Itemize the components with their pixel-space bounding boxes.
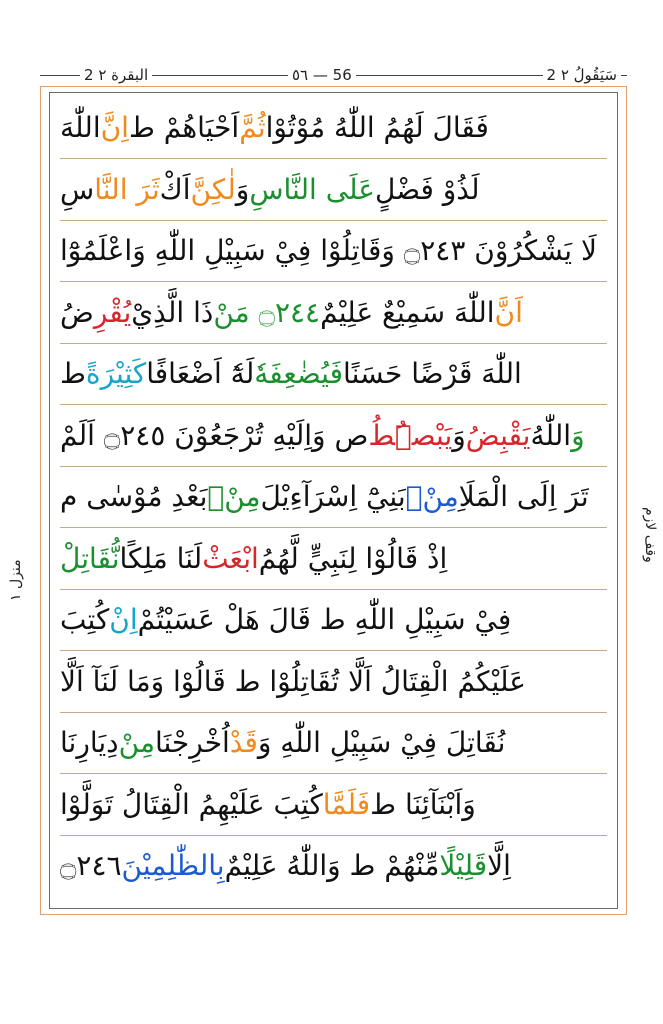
- page-number-arabic: ٥٦: [292, 66, 309, 84]
- verse-segment: اَنَّ: [494, 295, 523, 329]
- verse-line-6: [60, 405, 607, 467]
- verse-segment: بِالظّٰلِمِيْنَ: [121, 849, 225, 882]
- verse-line-11: [60, 712, 607, 774]
- verse-segment: مِّنْهُمْ ط وَاللّٰهُ عَلِيْمٌ: [224, 849, 440, 882]
- verse-segment: اللّٰهَ: [60, 111, 101, 144]
- verse-segment: لٰكِنَّ: [190, 172, 236, 206]
- verse-segment: كَثِيْرَةً: [85, 357, 147, 390]
- verse-segment: اِلَّا: [487, 849, 511, 882]
- verse-line-2: [60, 159, 607, 221]
- verse-segment: كُتِبَ عَلَيْهِمُ الْقِتَالُ تَوَلَّوْا: [60, 787, 323, 821]
- verse-segment: اللّٰهَ سَمِيْعٌ عَلِيْمٌ: [320, 295, 495, 329]
- verse-segment: ۝٢٤٤ مَنْ: [213, 295, 321, 329]
- verse-segment: تَرَ اِلَى الْمَلَاِ: [458, 480, 589, 513]
- para-name: 2 سَيَقُولُ ٢: [543, 64, 621, 86]
- verse-segment: فَيُضٰعِفَهٗ: [254, 357, 344, 390]
- manzil-marker: منزل ١: [8, 559, 24, 601]
- verse-segment: نُقَاتِلَ فِيْ سَبِيْلِ اللّٰهِ وَ: [257, 726, 506, 759]
- verse-line-1: [60, 97, 607, 159]
- verse-line-5: [60, 343, 607, 405]
- verse-line-3: [60, 220, 607, 282]
- verse-segment: قَدْ: [229, 726, 258, 759]
- verse-segment: اِنَّ: [100, 111, 129, 144]
- verse-segment: قَلِيْلًا: [439, 849, 488, 882]
- verse-segment: اِذْ قَالُوْا لِنَبِيٍّ لَّهُمُ: [258, 541, 448, 575]
- verse-line-10: [60, 651, 607, 713]
- verse-line-4: [60, 282, 607, 344]
- verse-segment: ۝٢٤٦: [60, 849, 122, 882]
- verse-segment: فَقَالَ لَهُمُ اللّٰهُ مُوْتُوْا: [265, 111, 489, 144]
- verse-segment: وَ: [571, 418, 585, 452]
- verse-segment: ذَا الَّذِيْ: [131, 295, 214, 329]
- verse-segment: كُتِبَ: [60, 603, 110, 636]
- verse-segment: نُّقَاتِلْ: [60, 541, 120, 575]
- verse-segment: يَقْبِضُ: [465, 418, 531, 452]
- verse-segment: ص وَاِلَيْهِ تُرْجَعُوْنَ ۝٢٤٥ اَلَمْ: [60, 418, 369, 452]
- verse-segment: ط: [60, 357, 86, 390]
- verse-line-9: [60, 589, 607, 651]
- verse-segment: مِنْ: [118, 726, 155, 759]
- verse-line-13: [60, 835, 607, 896]
- verse-segment: سِ: [60, 172, 95, 206]
- verse-segment: عَلَيْكُمُ الْقِتَالُ اَلَّا تُقَاتِلُوْا ط قَالُوْا وَمَا لَنَآ اَلَّا: [60, 664, 526, 698]
- waqf-marker: وقف لازم: [642, 507, 658, 563]
- verse-segment: اللّٰهُ: [530, 418, 572, 452]
- verse-segment: لَهٗٓ اَضْعَافًا: [146, 357, 255, 390]
- verse-segment: لَا يَشْكُرُوْنَ ۝٢٤٣ وَقَاتِلُوْا فِيْ سَبِيْلِ اللّٰهِ وَاعْلَمُوْٓا: [60, 234, 597, 267]
- verse-segment: عَلَى النَّاسِ: [249, 172, 376, 206]
- verse-segment: ثُمَّ: [239, 111, 266, 144]
- verse-segment: فِيْ سَبِيْلِ اللّٰهِ ط قَالَ هَلْ عَسَيْتُمْ: [137, 603, 512, 636]
- verse-segment: يُقْرِ: [93, 295, 132, 329]
- verse-segment: بَنِيْٓ اِسْرَآءِيْلَ: [260, 480, 406, 513]
- verse-line-7: [60, 466, 607, 528]
- verse-segment: اِنْ: [109, 603, 138, 636]
- page-number-latin: 56: [332, 66, 352, 84]
- verse-segment: وَاَبْنَآئِنَا ط: [370, 787, 476, 821]
- verse-segment: اللّٰهَ قَرْضًا حَسَنًا: [343, 357, 522, 390]
- verse-segment: ثَرَ النَّا: [94, 172, 160, 206]
- verse-segment: وَ: [235, 172, 250, 206]
- verse-segment: دِيَارِنَا: [60, 726, 119, 759]
- verse-segment: فَلَمَّا: [322, 787, 371, 821]
- verse-segment: ابْعَثْ: [202, 541, 259, 575]
- verse-segment: اَكْ: [159, 172, 191, 206]
- page-frame: [49, 92, 618, 909]
- verse-segment: اُخْرِجْنَا: [154, 726, 230, 759]
- verse-segment: يَبْصُۜطُ: [368, 418, 453, 452]
- verse-segment: لَذُوْ فَضْلٍ: [375, 172, 480, 206]
- verse-line-8: [60, 528, 607, 590]
- surah-name: 2 البقرة ٢: [80, 64, 152, 86]
- verse-segment: مِنْۢ: [405, 480, 459, 513]
- verse-segment: وَ: [452, 418, 466, 452]
- verse-segment: ضُ: [60, 295, 94, 329]
- verse-segment: مِنْۢ: [207, 480, 261, 513]
- verse-segment: لَنَا مَلِكًا: [119, 541, 203, 575]
- page-header: [40, 64, 627, 86]
- verse-segment: بَعْدِ مُوْسٰى م: [60, 480, 208, 513]
- verse-lines: [50, 93, 617, 908]
- verse-line-12: [60, 774, 607, 836]
- verse-segment: اَحْيَاهُمْ ط: [128, 111, 240, 144]
- page-number: ٥٦ — 56: [288, 64, 356, 86]
